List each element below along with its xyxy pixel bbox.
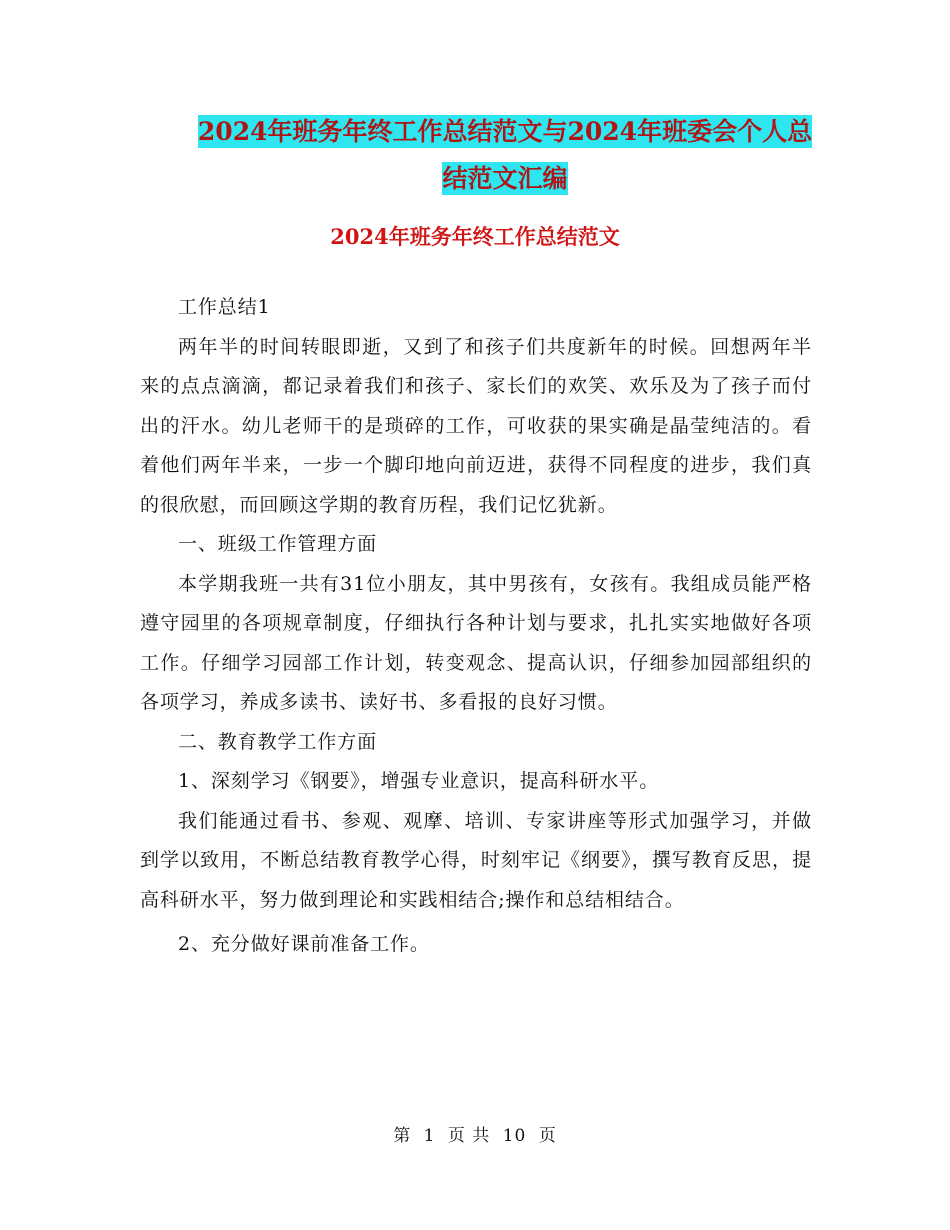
title-line-2: 结范文汇编 bbox=[442, 164, 568, 193]
document-title bbox=[100, 108, 910, 202]
footer-prefix: 第 bbox=[393, 1126, 412, 1146]
current-page-number: 1 bbox=[423, 1126, 436, 1146]
paragraph-intro: 两年半的时间转眼即逝，又到了和孩子们共度新年的时候。回想两年半来的点点滴滴，都记录着我们和孩子、家长们的欢笑、欢乐及为了孩子而付出的汗水。幼儿老师干的是琐碎的工作，可收获的果实确是晶莹纯洁的。看着他们两年半来，一步一个脚印地向前迈进，获得不同程度的进步，我们真的很欣慰，而回顾这学期的教育历程，我们记忆犹新。 bbox=[140, 335, 812, 516]
subheading-study-outline: 1、深刻学习《钢要》，增强专业意识，提高科研水平。 bbox=[178, 770, 660, 792]
heading-work-summary: 工作总结1 bbox=[178, 296, 271, 318]
title-line-1: 2024年班务年终工作总结范文与2024年班委会个人总 bbox=[197, 117, 813, 146]
heading-class-management: 一、班级工作管理方面 bbox=[178, 533, 378, 555]
total-page-count: 10 bbox=[502, 1126, 527, 1146]
footer-suffix: 页 bbox=[538, 1126, 557, 1146]
heading-teaching-work: 二、教育教学工作方面 bbox=[178, 730, 378, 753]
paragraph-class-management: 本学期我班一共有31位小朋友，其中男孩有，女孩有。我组成员能严格遵守园里的各项规章制度，仔细执行各种计划与要求，扎扎实实地做好各项工作。仔细学习园部工作计划，转变观念、提高认识，仔细参加园部组织的各项学习，养成多读书、读好书、多看报的良好习惯。 bbox=[140, 572, 812, 713]
paragraph-study-methods: 我们能通过看书、参观、观摩、培训、专家讲座等形式加强学习，并做到学以致用，不断总结教育教学心得，时刻牢记《纲要》，撰写教育反思，提高科研水平，努力做到理论和实践相结合;操作和总结相结合。 bbox=[140, 809, 812, 911]
document-body bbox=[140, 288, 812, 965]
page-footer bbox=[0, 1124, 950, 1148]
subheading-class-preparation: 2、充分做好课前准备工作。 bbox=[178, 933, 430, 955]
section-title: 2024年班务年终工作总结范文 bbox=[330, 224, 620, 249]
footer-middle: 页 共 bbox=[447, 1126, 491, 1146]
